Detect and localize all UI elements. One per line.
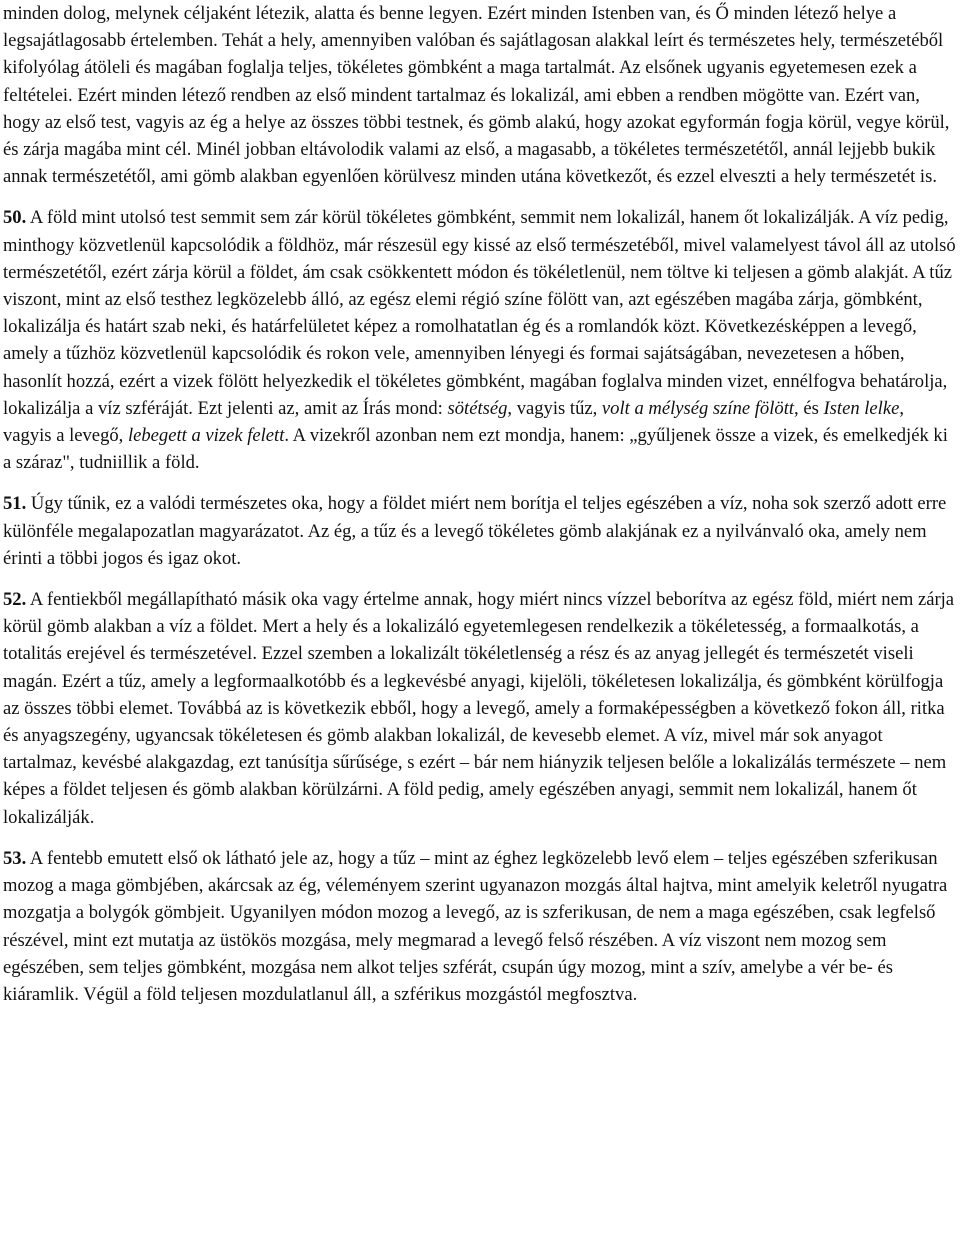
paragraph-text: , vagyis a levegő, bbox=[3, 397, 905, 447]
paragraph-text: , és bbox=[794, 397, 824, 419]
paragraph-continuation bbox=[3, 0, 957, 190]
italic-quote: lebegett a vizek felett bbox=[127, 425, 285, 447]
paragraph-text: A fentiekből megállapítható másik oka vagy értelme annak, hogy miért nincs vízzel beborítva az egész föld, miért nem zárja körül gömb alakban a víz a földet. Mert a hely és a lokalizáló egyetemlegesen rendelkezik a tökéletesség, a formaalkotás, a totalitás erejével és természetével. Ezzel szemben a lokalizált tökéletlenség a rész és az anyag jellegét és természetét viseli magán. Ezért a tűz, amely a legformaalkotóbb és a legkevésbé anyagi, kijelöli, tökéletesen lokalizálja, és gömbként körülfogja az összes többi elemet. Továbbá az is következik ebből, hogy a levegő, amely a formaképességben a következő fokon áll, ritka és anyagszegény, ugyancsak tökéletesen és gömb alakban lokalizál, de kevesebb elemet. A víz, mivel már sok anyagot tartalmaz, kevésbé alakgazdag, ezt tanúsítja sűrűsége, s ezért – bár nem hiányzik teljesen belőle a lokalizálás természete – nem képes a földet teljesen és gömb alakban körülzárni. A föld pedig, amely egészében anyagi, semmit nem lokalizál, hanem őt lokalizálják. bbox=[3, 589, 955, 828]
italic-quote: volt a mélység színe fölött bbox=[601, 397, 795, 419]
paragraph-number: 50. bbox=[3, 207, 27, 229]
paragraph-text: A föld mint utolsó test semmit sem zár körül tökéletes gömbként, semmit nem lokalizál, hanem őt lokalizálják. A víz pedig, minthogy közvetlenül kapcsolódik a földhöz, már részesül egy kissé az első természetéből, mivel valamelyest távol áll az utolsó természetétől, ezért zárja körül a földet, ám csak csökkentett módon és tökéletlenül, nem töltve ki teljesen a gömb alakját. A tűz viszont, mint az első testhez legközelebb álló, az egész elemi régió színe fölött van, azt egészében magába zárja, gömbként, lokalizálja és határt szab neki, és határfelületet képez a romolhatatlan ég és a romlandók közt. Következésképpen a levegő, amely a tűzhöz közvetlenül kapcsolódik és rokon vele, amennyiben lényegi és formai sajátságában, nevezetesen a hőben, hasonlít hozzá, ezért a vizek fölött helyezkedik el tökéletes gömbként, magában foglalva minden vizet, ennélfogva behatárolja, lokalizálja a víz szféráját. Ezt jelenti az, amit az Írás mond: bbox=[3, 207, 956, 419]
paragraph-number: 51. bbox=[3, 493, 27, 515]
document-page bbox=[3, 0, 957, 1008]
paragraph-text: , vagyis tűz, bbox=[507, 397, 602, 419]
paragraph-53 bbox=[3, 845, 957, 1008]
paragraph-text: minden dolog, melynek céljaként létezik, alatta és benne legyen. Ezért minden Istenben van, és Ő minden létező helye a legsajátlagosabb értelemben. Tehát a hely, amennyiben valóban és sajátlagosan alakkal leírt és természetes hely, természetéből kifolyólag átöleli és magában foglalja teljes, tökéletes gömbként a maga tartalmát. Az elsőnek ugyanis egyetemesen ezek a feltételei. Ezért minden létező rendben az első mindent tartalmaz és lokalizál, ami ebben a rendben mögötte van. Ezért van, hogy az első test, vagyis az ég a helye az összes többi testnek, és gömb alakú, hogy azokat egyformán fogja körül, vegye körül, és zárja magába mint cél. Minél jobban eltávolodik valami az első, a magasabb, a tökéletes természetétől, annál lejjebb bukik annak természetétől, ami gömb alakban egyenlően körülvesz minden utána következőt, és ezzel elveszti a hely természetét is. bbox=[3, 3, 950, 188]
paragraph-text: Úgy tűnik, ez a valódi természetes oka, hogy a földet miért nem borítja el teljes egészében a víz, noha sok szerző adott erre különféle megalapozatlan magyarázatot. Az ég, a tűz és a levegő tökéletes gömb alakjának ez a nyilvánvaló oka, amely nem érinti a többi jogos és igaz okot. bbox=[3, 493, 947, 569]
paragraph-number: 53. bbox=[3, 847, 27, 869]
paragraph-text: A fentebb emutett első ok látható jele az, hogy a tűz – mint az éghez legközelebb levő elem – teljes egészében szferikusan mozog a maga gömbjében, akárcsak az ég, véleményem szerint ugyanazon mozgás által hajtva, mint amelyik keletről nyugatra mozgatja a bolygók gömbjeit. Ugyanilyen módon mozog a levegő, az is szferikusan, de nem a maga egészében, csak legfelső részével, mint ezt mutatja az üstökös mozgása, mely megmarad a levegő felső részében. A víz viszont nem mozog sem egészében, sem teljes gömbként, mozgása nem alkot teljes szférát, csupán úgy mozog, mint a szív, amelybe a vér be- és kiáramlik. Végül a föld teljesen mozdulatlanul áll, a szférikus mozgástól megfosztva. bbox=[3, 847, 948, 1005]
paragraph-number: 52. bbox=[3, 589, 27, 611]
italic-quote: Isten lelke bbox=[823, 397, 900, 419]
paragraph-51 bbox=[3, 490, 957, 572]
italic-quote: sötétség bbox=[447, 397, 508, 419]
paragraph-text: . A vizekről azonban nem ezt mondja, hanem: „gyűljenek össze a vizek, és emelkedjék ki a száraz", tudniillik a föld. bbox=[3, 425, 948, 474]
paragraph-52 bbox=[3, 586, 957, 831]
paragraph-50 bbox=[3, 204, 957, 476]
